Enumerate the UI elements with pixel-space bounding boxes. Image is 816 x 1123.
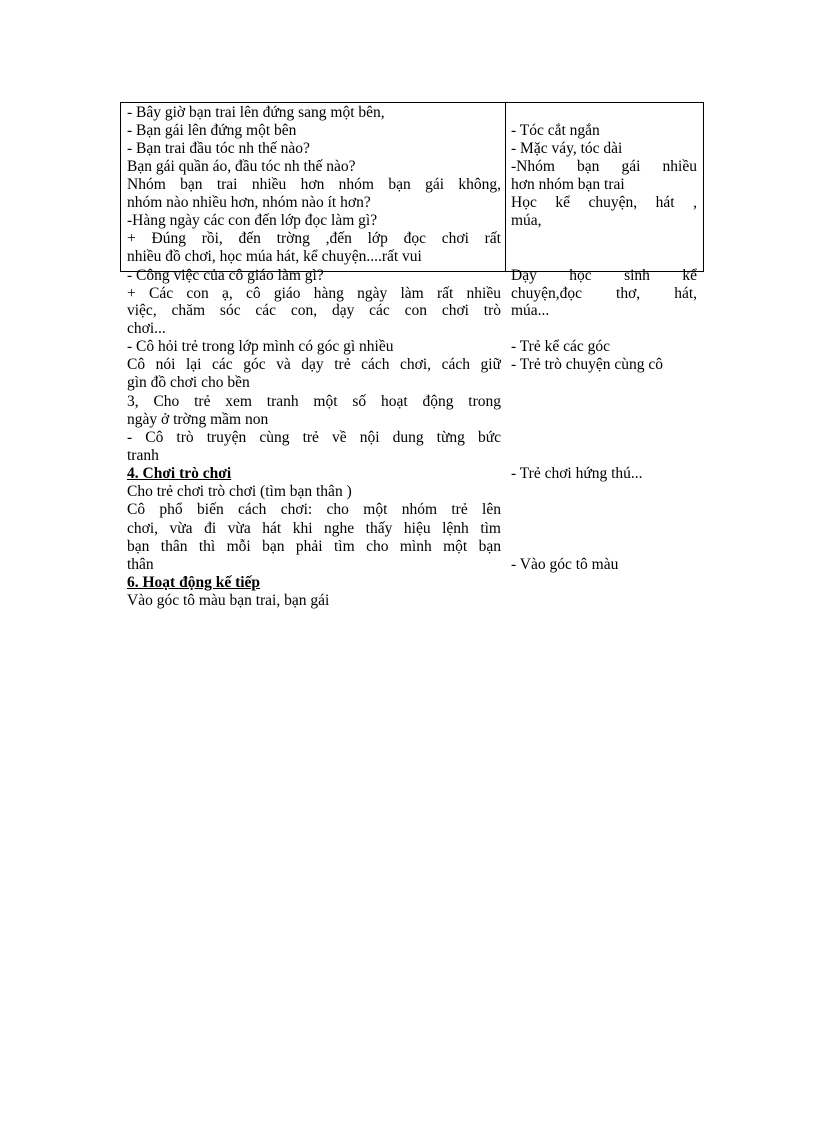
text-line: nhóm nào nhiều hơn, nhóm nào ít hơn?	[127, 193, 371, 211]
text-line: - Bạn trai đầu tóc nh thế nào?	[127, 139, 310, 157]
text-line: + Đúng rồi, đến trờng ,đến lớp đọc chơi rất	[127, 229, 501, 247]
text-line: Vào góc tô màu bạn trai, bạn gái	[127, 591, 330, 609]
text-line: múa...	[511, 302, 550, 320]
text-line: - Tóc cắt ngắn	[511, 121, 600, 139]
text-line: Bạn gái quần áo, đầu tóc nh thế nào?	[127, 157, 356, 175]
text-line: hơn nhóm bạn trai	[511, 175, 625, 193]
text-line: - Trẻ trò chuyện cùng cô	[511, 356, 663, 374]
text-line: -Nhóm bạn gái nhiều	[511, 157, 697, 175]
text-line: việc, chăm sóc các con, dạy các con chơi trò	[127, 302, 501, 320]
text-line: - Trẻ kể các góc	[511, 338, 610, 356]
text-line: nhiều đồ chơi, học múa hát, kể chuyện....rất vui	[127, 247, 422, 265]
text-line: Nhóm bạn trai nhiều hơn nhóm bạn gái không,	[127, 175, 501, 193]
text-line: chơi, vừa đi vừa hát khi nghe thấy hiệu lệnh tìm	[127, 519, 501, 537]
section-heading: 4. Chơi trò chơi	[127, 465, 232, 482]
text-line: ngày ở trờng mầm non	[127, 411, 269, 429]
text-line: - Cô hỏi trẻ trong lớp mình có góc gì nhiều	[127, 338, 394, 356]
text-line: chơi...	[127, 320, 166, 338]
text-line: bạn thân thì mỗi bạn phải tìm cho mình một bạn	[127, 537, 501, 555]
text-line: - Vào góc tô màu	[511, 555, 619, 573]
text-line: chuyện,đọc thơ, hát,	[511, 284, 697, 302]
text-line: Cô nói lại các góc và dạy trẻ cách chơi, cách giữ	[127, 356, 501, 374]
text-line: Dạy học sinh kể	[511, 266, 697, 284]
text-line: gìn đồ chơi cho bền	[127, 374, 250, 392]
text-line: múa,	[511, 211, 542, 229]
text-line: Học kể chuyện, hát ,	[511, 193, 697, 211]
text-line: -Hàng ngày các con đến lớp đọc làm gì?	[127, 211, 378, 229]
text-line: - Bạn gái lên đứng một bên	[127, 121, 297, 139]
text-line: - Trẻ chơi hứng thú...	[511, 465, 643, 482]
text-line: + Các con ạ, cô giáo hàng ngày làm rất nhiều	[127, 284, 501, 302]
text-line: - Bây giờ bạn trai lên đứng sang một bên,	[127, 104, 385, 121]
lesson-table	[120, 102, 704, 609]
text-line: - Công việc của cô giáo làm gì?	[127, 266, 324, 284]
text-line: tranh	[127, 447, 159, 464]
text-line: Cô phổ biến cách chơi: cho một nhóm trẻ lên	[127, 500, 501, 518]
text-line: thân	[127, 555, 154, 573]
text-line: - Mặc váy, tóc dài	[511, 139, 623, 157]
text-line: - Cô trò truyện cùng trẻ về nội dung từng bức	[127, 429, 501, 447]
text-line: Cho trẻ chơi trò chơi (tìm bạn thân )	[127, 482, 352, 500]
column-divider	[505, 103, 506, 271]
text-line: 3, Cho trẻ xem tranh một số hoạt động trong	[127, 393, 501, 411]
section-heading: 6. Hoạt động kế tiếp	[127, 573, 261, 591]
